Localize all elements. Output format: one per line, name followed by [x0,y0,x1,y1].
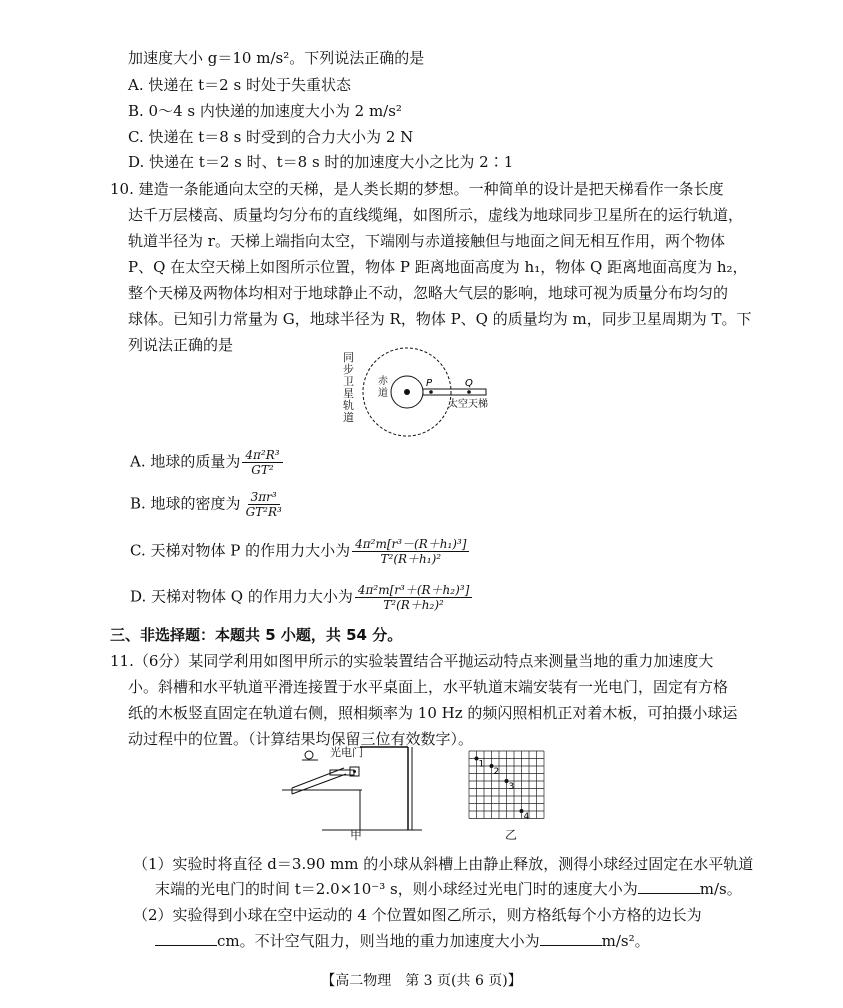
q10-option-a [130,448,283,477]
option-text: A. 地球的质量为 [130,452,241,471]
q11-sub1-line2 [155,878,742,900]
grid-figure [466,748,550,822]
denominator: T²(R＋h₂)² [383,598,444,612]
fraction [355,583,472,612]
page-footer: 【高二物理 第 3 页(共 6 页)】 [321,973,522,989]
q10-line: 列说法正确的是 [128,336,234,354]
q10-option-c [130,537,469,566]
answer-blank[interactable] [155,931,217,946]
q10-option-b [130,490,285,519]
q9-option-d: D. 快递在 t＝2 s 时、t＝8 s 时的加速度大小之比为 2∶1 [128,153,514,171]
option-text: C. 天梯对物体 P 的作用力大小为 [130,541,351,560]
q10-line: 10. 建造一条能通向太空的天梯，是人类长期的梦想。一种简单的设计是把天梯看作一条长度 [110,180,724,198]
object-q [467,390,471,394]
denominator: GT²R³ [245,505,282,519]
fraction [242,448,282,477]
q-label: Q [465,378,473,389]
numerator: 4π²m[r³＋(R＋h₂)³] [355,583,472,598]
q11-line: 纸的木板竖直固定在轨道右侧，照相频率为 10 Hz 的频闪照相机正对着木板，可拍摄小球运 [128,704,738,722]
numerator: 3πr³ [248,490,280,505]
point-label: 4 [523,812,530,822]
fraction [352,537,469,566]
sub1-unit: m/s。 [699,880,742,898]
q11-line: 11.（6分）某同学利用如图甲所示的实验装置结合平抛运动特点来测量当地的重力加速度大 [110,652,714,670]
q9-option-c: C. 快递在 t＝8 s 时受到的合力大小为 2 N [128,128,414,146]
sub2-unit: m/s²。 [601,932,650,950]
ball [305,751,313,759]
q9-option-a: A. 快递在 t＝2 s 时处于失重状态 [128,76,351,94]
sub2-text: cm。不计空气阻力，则当地的重力加速度大小为 [217,932,540,950]
earth-center [404,389,410,395]
q10-line: P、Q 在太空天梯上如图所示位置，物体 P 距离地面高度为 h₁，物体 Q 距离地面高度为 h₂， [128,258,748,276]
option-text: B. 地球的密度为 [130,494,241,513]
photogate-label: 光电门 [330,746,363,759]
q11-sub2-line2 [155,930,650,952]
denominator: T²(R＋h₁)² [380,552,442,566]
q10-option-d [130,583,472,612]
q11-line: 动过程中的位置。（计算结果均保留三位有效数字）。 [128,730,474,748]
q10-line: 达千万层楼高、质量均匀分布的直线缆绳，如图所示，虚线为地球同步卫星所在的运行轨道， [128,206,744,224]
section-heading: 三、非选择题：本题共 5 小题，共 54 分。 [110,626,403,644]
q10-line: 轨道半径为 r。天梯上端指向太空，下端刚与赤道接触但与地面之间无相互作用，两个物体 [128,232,725,250]
q11-sub2-line1: （2）实验得到小球在空中运动的 4 个位置如图乙所示，则方格纸每个小方格的边长为 [133,906,702,924]
point-label: 1 [478,759,485,770]
figure-a-caption: 甲 [350,828,363,842]
sub1-text: 末端的光电门的时间 t＝2.0×10⁻³ s，则小球经过光电门时的速度大小为 [155,880,638,898]
q11-line: 小。斜槽和水平轨道平滑连接置于水平桌面上，水平轨道末端安装有一光电门，固定有方格 [128,678,729,696]
ramp-bottom [292,774,346,794]
p-label: P [426,378,433,389]
numerator: 4π²R³ [242,448,282,463]
answer-blank[interactable] [540,931,602,946]
equator-vertical-label: 赤道 [378,376,388,399]
object-p [429,390,433,394]
orbit-vertical-label: 同步卫星轨道 [343,351,354,424]
numerator: 4π²m[r³－(R＋h₁)³] [352,537,469,552]
q9-option-b: B. 0～4 s 内快递的加速度大小为 2 m/s² [128,102,402,120]
q10-line: 整个天梯及两物体均相对于地球静止不动，忽略大气层的影响，地球可视为质量分布均匀的 [128,284,729,302]
option-text: D. 天梯对物体 Q 的作用力大小为 [130,587,353,606]
fraction [243,490,285,519]
denominator: GT² [251,463,274,477]
figure-b-caption: 乙 [505,828,518,842]
q9-stem: 加速度大小 g＝10 m/s²。下列说法正确的是 [128,49,425,67]
answer-blank[interactable] [638,879,700,894]
space-elevator-figure [338,346,508,438]
q10-line: 球体。已知引力常量为 G，地球半径为 R，物体 P、Q 的质量均为 m，同步卫星周期为 T。下 [128,310,752,328]
q11-sub1-line1: （1）实验时将直径 d＝3.90 mm 的小球从斜槽上由静止释放，测得小球经过固定在水平轨道 [133,855,754,873]
point-label: 3 [508,782,515,792]
ladder-label: 太空天梯 [448,399,488,410]
point-label: 2 [493,767,500,777]
